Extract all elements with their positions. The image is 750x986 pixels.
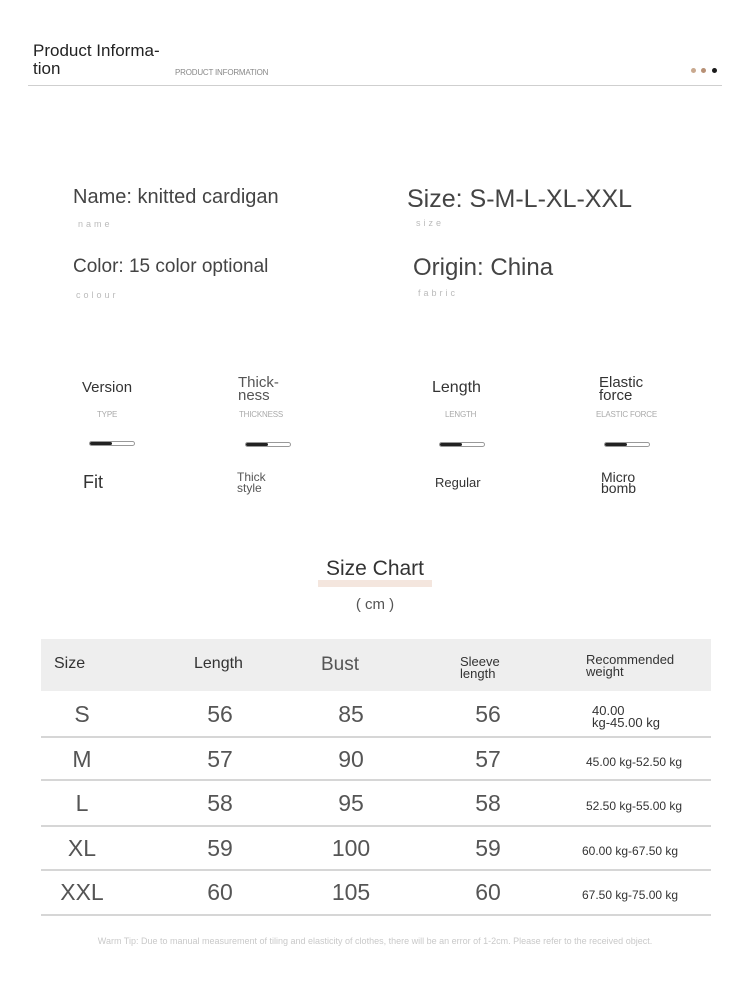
attr-version-level-bar [89,441,135,446]
size-chart-title: Size Chart [325,557,425,580]
row-divider [41,825,711,827]
attr-thickness-value: Thick style [237,470,266,495]
attr-thickness-label: Thick- ness [238,374,279,404]
size-chart-unit: ( cm ) [355,596,395,613]
attr-length-label: Length [432,379,481,396]
cell-weight: 60.00 kg-67.50 kg [582,844,679,858]
row-divider [41,736,711,738]
attr-thickness-sub: THICKNESS [239,410,283,419]
decor-dot-1 [691,68,696,73]
header-divider [28,85,722,86]
cell-length: 60 [207,879,233,905]
cell-bust: 85 [338,701,364,727]
attr-elastic-label: Elastic force [599,374,644,404]
decor-dot-3 [712,68,717,73]
row-divider [41,869,711,871]
size-chart-title-underline [318,580,432,587]
cell-bust: 95 [338,790,364,816]
info-origin-sub: fabric [418,288,459,298]
row-divider [41,914,711,916]
warm-tip: Warm Tip: Due to manual measurement of tiling and elasticity of clothes, there will be an error of 1-2cm. Please refer to the received object. [97,936,653,946]
attr-length-sub: LENGTH [445,410,477,419]
cell-sleeve: 58 [475,790,501,816]
cell-length: 59 [207,835,233,861]
info-name-sub: name [78,219,113,229]
attr-elastic-level-bar [604,442,650,447]
decor-dot-2 [701,68,706,73]
info-origin: Origin: China [413,254,554,281]
cell-weight: 52.50 kg-55.00 kg [586,799,683,813]
cell-weight: 40.00 kg-45.00 kg [592,703,660,730]
info-size-sub: size [416,218,445,228]
header-weight: Recommended weight [586,652,675,679]
cell-sleeve: 56 [475,701,501,727]
cell-weight: 67.50 kg-75.00 kg [582,888,679,902]
attr-length-value: Regular [435,475,481,490]
cell-weight: 45.00 kg-52.50 kg [586,755,683,769]
cell-size: XXL [60,879,104,905]
cell-sleeve: 60 [475,879,501,905]
header-sleeve: Sleeve length [460,654,500,681]
cell-length: 58 [207,790,233,816]
cell-size: L [75,790,89,816]
cell-bust: 105 [331,879,371,905]
attr-version-value: Fit [83,472,103,492]
cell-sleeve: 59 [475,835,501,861]
attr-elastic-value: Micro bomb [601,469,637,496]
cell-bust: 100 [331,835,371,861]
cell-size: S [74,701,90,727]
attr-version-label: Version [82,379,133,396]
attr-elastic-sub: ELASTIC FORCE [596,410,657,419]
cell-bust: 90 [338,746,364,772]
info-size: Size: S-M-L-XL-XXL [407,185,633,213]
info-color: Color: 15 color optional [73,256,269,277]
header-size: Size [54,655,86,672]
attr-version-sub: TYPE [97,410,118,419]
cell-size: M [72,746,92,772]
row-divider [41,779,711,781]
cell-length: 56 [207,701,233,727]
header-length: Length [194,655,243,672]
section-subtitle: PRODUCT INFORMATION [175,68,269,77]
cell-sleeve: 57 [475,746,501,772]
section-title: Product Informa- tion [33,41,160,78]
attr-thickness-level-bar [245,442,291,447]
cell-length: 57 [207,746,233,772]
info-color-sub: colour [76,290,119,300]
cell-size: XL [67,835,97,861]
header-bust: Bust [321,654,360,675]
info-name: Name: knitted cardigan [73,186,279,208]
attr-length-level-bar [439,442,485,447]
